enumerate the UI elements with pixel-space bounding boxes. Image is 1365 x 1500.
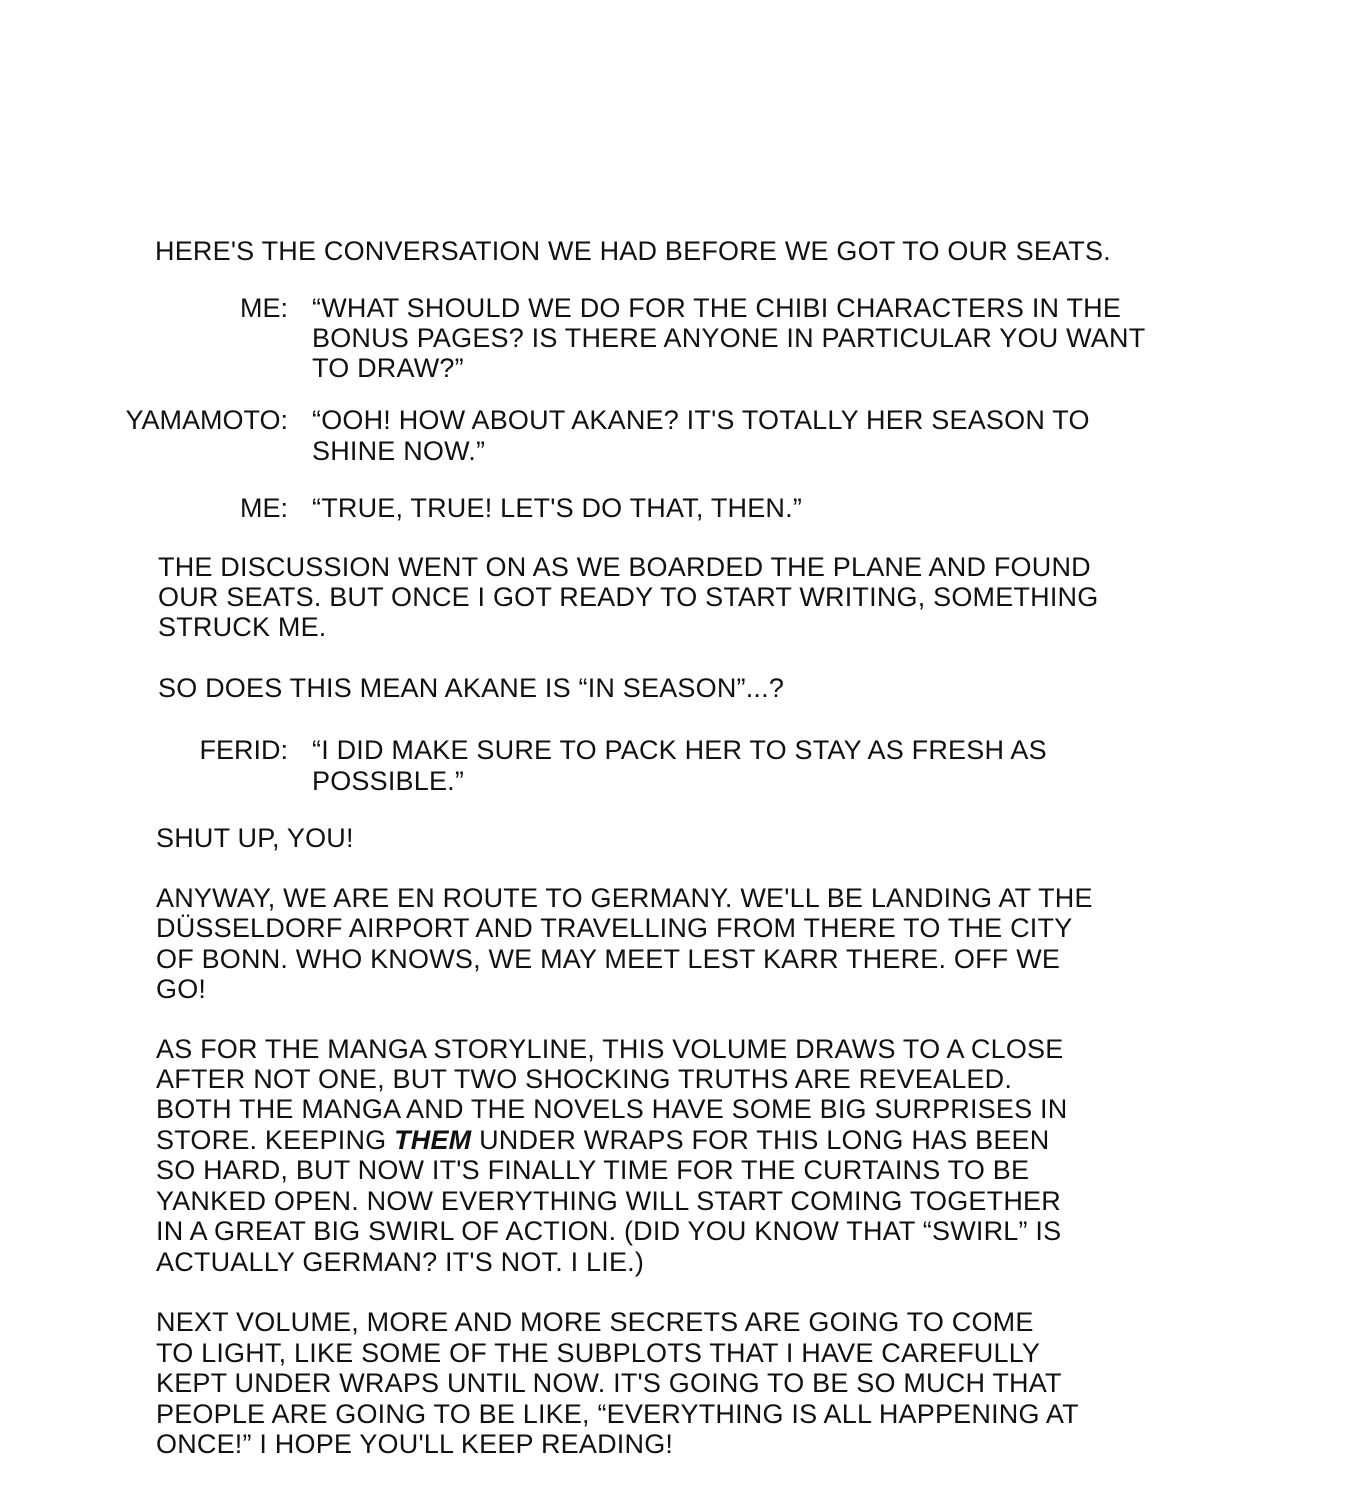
- intro-line: HERE'S THE CONVERSATION WE HAD BEFORE WE GOT TO OUR SEATS.: [155, 236, 1111, 266]
- paragraph-line: [156, 1125, 1049, 1156]
- paragraph-line: ANYWAY, WE ARE EN ROUTE TO GERMANY. WE'LL BE LANDING AT THE: [156, 883, 1093, 913]
- paragraph-line: SHUT UP, YOU!: [156, 823, 354, 853]
- paragraph-line: PEOPLE ARE GOING TO BE LIKE, “EVERYTHING IS ALL HAPPENING AT: [156, 1399, 1079, 1429]
- paragraph-line: AFTER NOT ONE, BUT TWO SHOCKING TRUTHS ARE REVEALED.: [156, 1064, 1013, 1094]
- paragraph-line: GO!: [156, 974, 207, 1004]
- dialogue-line: “TRUE, TRUE! LET'S DO THAT, THEN.”: [312, 493, 803, 523]
- dialogue-line: SHINE NOW.”: [312, 436, 486, 466]
- paragraph-line: TO LIGHT, LIKE SOME OF THE SUBPLOTS THAT I HAVE CAREFULLY: [156, 1338, 1041, 1368]
- paragraph-line: DÜSSELDORF AIRPORT AND TRAVELLING FROM THERE TO THE CITY: [156, 913, 1073, 943]
- text-span: STORE. KEEPING: [156, 1125, 395, 1155]
- dialogue-line: POSSIBLE.”: [312, 766, 465, 796]
- emphasized-word: THEM: [394, 1125, 472, 1155]
- speaker-ferid: FERID:: [199, 735, 288, 765]
- paragraph-line: ONCE!” I HOPE YOU'LL KEEP READING!: [156, 1429, 674, 1459]
- paragraph-line: AS FOR THE MANGA STORYLINE, THIS VOLUME DRAWS TO A CLOSE: [156, 1034, 1064, 1064]
- paragraph-line: OF BONN. WHO KNOWS, WE MAY MEET LEST KARR THERE. OFF WE: [156, 944, 1061, 974]
- paragraph-line: SO DOES THIS MEAN AKANE IS “IN SEASON”...?: [158, 673, 785, 703]
- paragraph-line: IN A GREAT BIG SWIRL OF ACTION. (DID YOU KNOW THAT “SWIRL” IS: [156, 1216, 1062, 1246]
- dialogue-line: BONUS PAGES? IS THERE ANYONE IN PARTICULAR YOU WANT: [312, 323, 1146, 353]
- speaker-me: ME:: [239, 493, 288, 523]
- speaker-yamamoto: YAMAMOTO:: [125, 405, 288, 435]
- dialogue-line: “WHAT SHOULD WE DO FOR THE CHIBI CHARACTERS IN THE: [312, 293, 1122, 323]
- paragraph-line: ACTUALLY GERMAN? IT'S NOT. I LIE.): [156, 1247, 645, 1277]
- paragraph-line: STRUCK ME.: [158, 612, 327, 642]
- paragraph-line: YANKED OPEN. NOW EVERYTHING WILL START COMING TOGETHER: [156, 1186, 1061, 1216]
- paragraph-line: SO HARD, BUT NOW IT'S FINALLY TIME FOR THE CURTAINS TO BE: [156, 1155, 1030, 1185]
- dialogue-line: TO DRAW?”: [312, 353, 464, 383]
- paragraph-line: THE DISCUSSION WENT ON AS WE BOARDED THE PLANE AND FOUND: [158, 552, 1091, 582]
- dialogue-line: “I DID MAKE SURE TO PACK HER TO STAY AS FRESH AS: [312, 735, 1047, 765]
- paragraph-line: KEPT UNDER WRAPS UNTIL NOW. IT'S GOING TO BE SO MUCH THAT: [156, 1368, 1062, 1398]
- speaker-me: ME:: [239, 293, 288, 323]
- dialogue-line: “OOH! HOW ABOUT AKANE? IT'S TOTALLY HER SEASON TO: [312, 405, 1090, 435]
- text-span: UNDER WRAPS FOR THIS LONG HAS BEEN: [471, 1125, 1050, 1155]
- paragraph-line: OUR SEATS. BUT ONCE I GOT READY TO START WRITING, SOMETHING: [158, 582, 1099, 612]
- paragraph-line: BOTH THE MANGA AND THE NOVELS HAVE SOME BIG SURPRISES IN: [156, 1094, 1068, 1124]
- paragraph-line: NEXT VOLUME, MORE AND MORE SECRETS ARE GOING TO COME: [156, 1307, 1034, 1337]
